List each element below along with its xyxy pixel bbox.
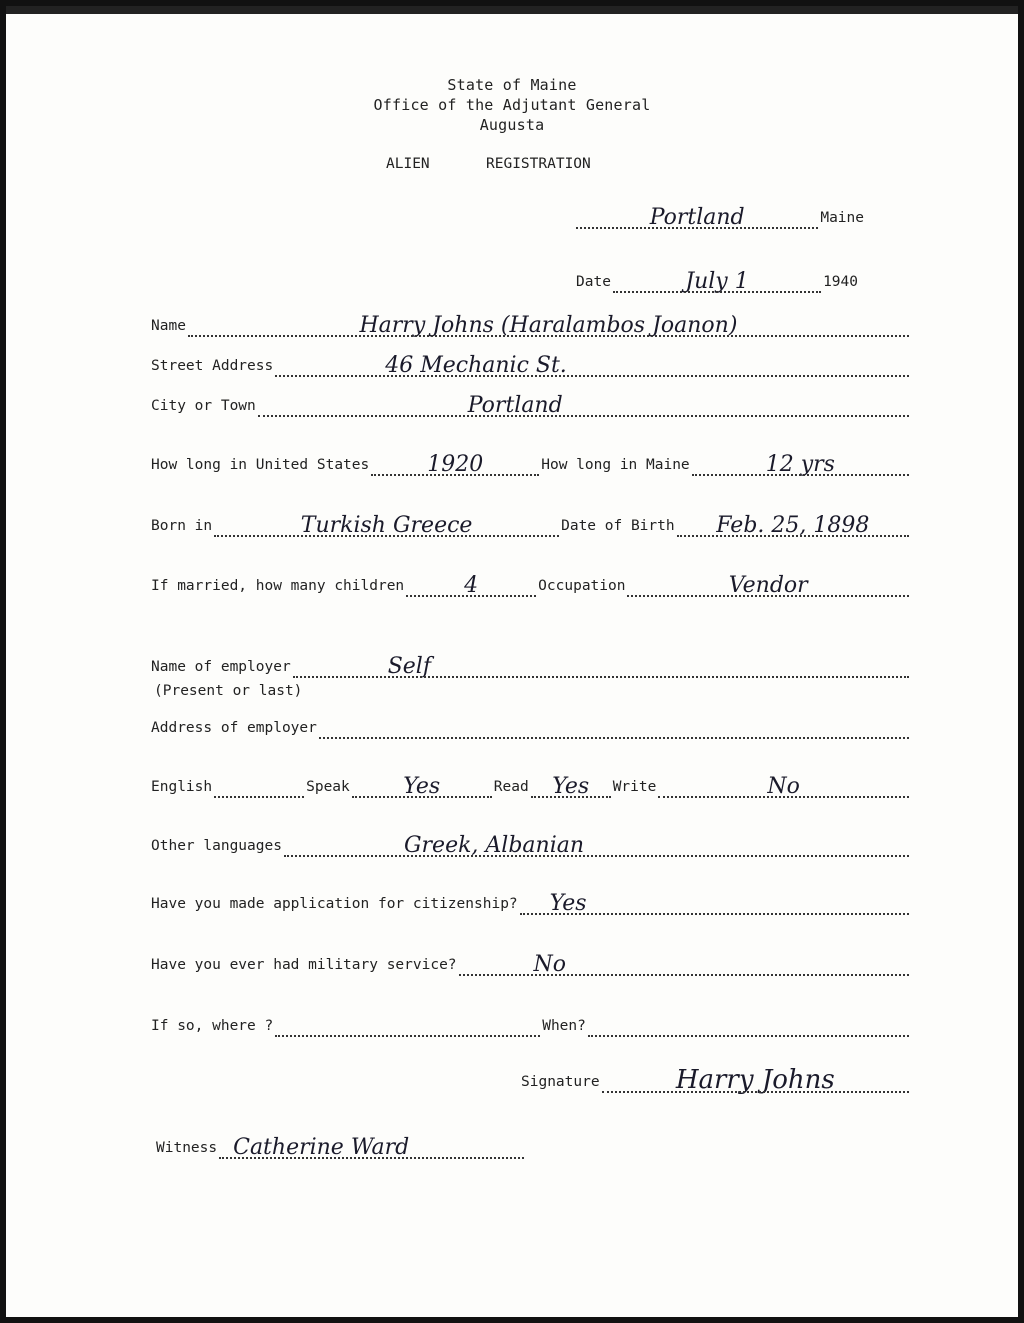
employer-value: Self — [387, 654, 431, 679]
service-row — [151, 1018, 911, 1040]
employer-address-label: Address of employer — [151, 720, 317, 736]
employer-row — [151, 654, 911, 681]
speak-value: Yes — [403, 774, 441, 799]
street-value: 46 Mechanic St. — [385, 353, 567, 378]
place-value: Portland — [649, 205, 745, 230]
citizenship-value: Yes — [549, 891, 587, 916]
years-maine-label: How long in Maine — [541, 457, 690, 473]
military-label: Have you ever had military service? — [151, 957, 457, 973]
city-label: City or Town — [151, 398, 256, 414]
signature-line[interactable] — [602, 1065, 909, 1096]
citizenship-line[interactable] — [520, 891, 909, 918]
english-row — [151, 774, 911, 801]
scan-edge — [6, 6, 1018, 14]
speak-line[interactable] — [352, 774, 492, 801]
witness-label: Witness — [156, 1140, 218, 1156]
years-maine-line[interactable] — [692, 452, 909, 479]
languages-line[interactable] — [284, 833, 909, 860]
name-line[interactable] — [188, 313, 909, 340]
english-label: English — [151, 779, 213, 795]
dob-label: Date of Birth — [561, 518, 675, 534]
years-maine-value: 12 yrs — [765, 452, 835, 477]
name-label: Name — [151, 318, 186, 334]
header-state: State of Maine — [447, 76, 577, 94]
signature-label: Signature — [521, 1074, 600, 1090]
place-row — [574, 205, 864, 232]
when-label: When? — [542, 1018, 586, 1034]
witness-line[interactable] — [219, 1135, 524, 1162]
write-label: Write — [612, 779, 657, 795]
employer-address-line[interactable] — [319, 720, 909, 742]
children-line[interactable] — [406, 573, 536, 600]
military-line[interactable] — [459, 952, 909, 979]
read-line[interactable] — [531, 774, 611, 801]
dob-value: Feb. 25, 1898 — [716, 513, 870, 538]
date-year: 1940 — [823, 274, 858, 290]
where-label: If so, where ? — [151, 1018, 274, 1034]
military-value: No — [533, 952, 567, 977]
occupation-label: Occupation — [538, 578, 626, 594]
birth-row — [151, 513, 911, 540]
signature-row — [521, 1065, 911, 1096]
english-line — [214, 779, 304, 801]
years-us-line[interactable] — [371, 452, 539, 479]
signature-value: Harry Johns — [675, 1065, 835, 1095]
write-line[interactable] — [658, 774, 909, 801]
born-in-value: Turkish Greece — [300, 513, 473, 538]
children-label: If married, how many children — [151, 578, 405, 594]
street-row — [151, 353, 911, 380]
children-value: 4 — [464, 573, 479, 598]
city-value: Portland — [467, 393, 563, 418]
languages-label: Other languages — [151, 838, 282, 854]
residence-row — [151, 452, 911, 479]
occupation-value: Vendor — [728, 573, 808, 598]
date-row — [576, 269, 858, 296]
place-line[interactable] — [576, 205, 818, 232]
employer-line[interactable] — [293, 654, 909, 681]
street-label: Street Address — [151, 358, 274, 374]
title-registration: REGISTRATION — [486, 156, 591, 172]
city-row — [151, 393, 911, 420]
citizenship-label: Have you made application for citizenship? — [151, 896, 518, 912]
languages-value: Greek, Albanian — [403, 833, 585, 858]
when-line[interactable] — [588, 1018, 909, 1040]
family-row — [151, 573, 911, 600]
citizenship-row — [151, 891, 911, 918]
name-row — [151, 313, 911, 340]
name-value: Harry Johns (Haralambos Joanon) — [359, 313, 738, 338]
header-office: Office of the Adjutant General — [373, 96, 651, 114]
where-line[interactable] — [275, 1018, 540, 1040]
speak-label: Speak — [306, 779, 350, 795]
military-row — [151, 952, 911, 979]
dob-line[interactable] — [677, 513, 909, 540]
witness-value: Catherine Ward — [233, 1135, 410, 1160]
title-alien: ALIEN — [386, 156, 430, 172]
header-city: Augusta — [479, 116, 545, 134]
date-label: Date — [576, 274, 611, 290]
employer-label: Name of employer — [151, 659, 291, 675]
born-in-label: Born in — [151, 518, 213, 534]
occupation-line[interactable] — [627, 573, 909, 600]
city-line[interactable] — [258, 393, 909, 420]
read-value: Yes — [552, 774, 590, 799]
date-value: July 1 — [685, 269, 749, 294]
years-us-label: How long in United States — [151, 457, 370, 473]
read-label: Read — [493, 779, 529, 795]
place-suffix: Maine — [820, 210, 864, 226]
write-value: No — [767, 774, 800, 799]
witness-row — [156, 1135, 526, 1162]
street-line[interactable] — [275, 353, 909, 380]
employer-sublabel: (Present or last) — [154, 683, 303, 699]
born-in-line[interactable] — [214, 513, 559, 540]
years-us-value: 1920 — [427, 452, 484, 477]
date-line[interactable] — [613, 269, 821, 296]
employer-address-row — [151, 720, 911, 742]
languages-row — [151, 833, 911, 860]
